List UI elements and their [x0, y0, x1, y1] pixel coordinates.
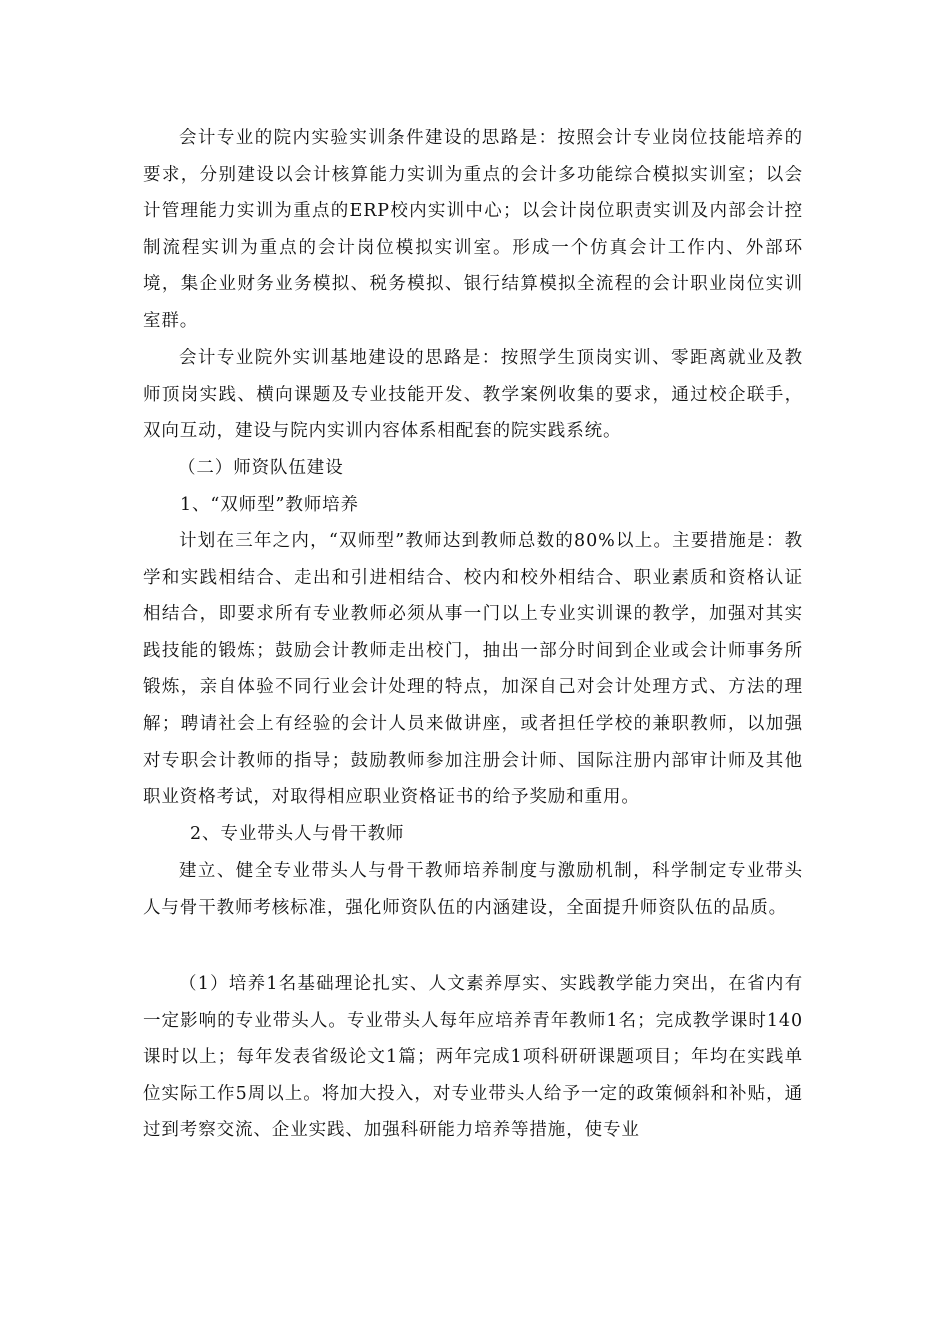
- paragraph-leader-training: （1）培养1名基础理论扎实、人文素养厚实、实践教学能力突出，在省内有一定影响的专业带头人。专业带头人每年应培养青年教师1名；完成教学课时140课时以上；每年发表省级论文1篇；两年完成1项科研研课题项目；年均在实践单位实际工作5周以上。将加大投入，对专业带头人给予一定的政策倾斜和补贴，通过到考察交流、企业实践、加强科研能力培养等措施，使专业: [143, 974, 803, 1141]
- subheading-dual-teacher: 1、“双师型”教师培养: [180, 495, 359, 515]
- paragraph-dual-teacher-plan: 计划在三年之内，“双师型”教师达到教师总数的80%以上。主要措施是：教学和实践相结合、走出和引进相结合、校内和校外相结合、职业素质和资格认证相结合，即要求所有专业教师必须从事一门以上专业实训课的教学，加强对其实践技能的锻炼；鼓励会计教师走出校门，抽出一部分时间到企业或会计师事务所锻炼，亲自体验不同行业会计处理的特点，加深自己对会计处理方式、方法的理解；聘请社会上有经验的会计人员来做讲座，或者担任学校的兼职教师，以加强对专职会计教师的指导；鼓励教师参加注册会计师、国际注册内部审计师及其他职业资格考试，对取得相应职业资格证书的给予奖励和重用。: [143, 531, 803, 808]
- paragraph-external-training-base: 会计专业院外实训基地建设的思路是：按照学生顶岗实训、零距离就业及教师顶岗实践、横向课题及专业技能开发、教学案例收集的要求，通过校企联手，双向互动，建设与院内实训内容体系相配套的院实践系统。: [143, 348, 803, 442]
- subheading-program-leaders: 2、专业带头人与骨干教师: [190, 824, 405, 844]
- paragraph-leader-system: 建立、健全专业带头人与骨干教师培养制度与激励机制，科学制定专业带头人与骨干教师考核标准，强化师资队伍的内涵建设，全面提升师资队伍的品质。: [143, 861, 803, 918]
- paragraph-internal-training-facilities: 会计专业的院内实验实训条件建设的思路是：按照会计专业岗位技能培养的要求，分别建设以会计核算能力实训为重点的会计多功能综合模拟实训室；以会计管理能力实训为重点的ERP校内实训中心；以会计岗位职责实训及内部会计控制流程实训为重点的会计岗位模拟实训室。形成一个仿真会计工作内、外部环境，集企业财务业务模拟、税务模拟、银行结算模拟全流程的会计职业岗位实训室群。: [143, 128, 803, 331]
- section-heading-faculty: （二）师资队伍建设: [178, 458, 344, 478]
